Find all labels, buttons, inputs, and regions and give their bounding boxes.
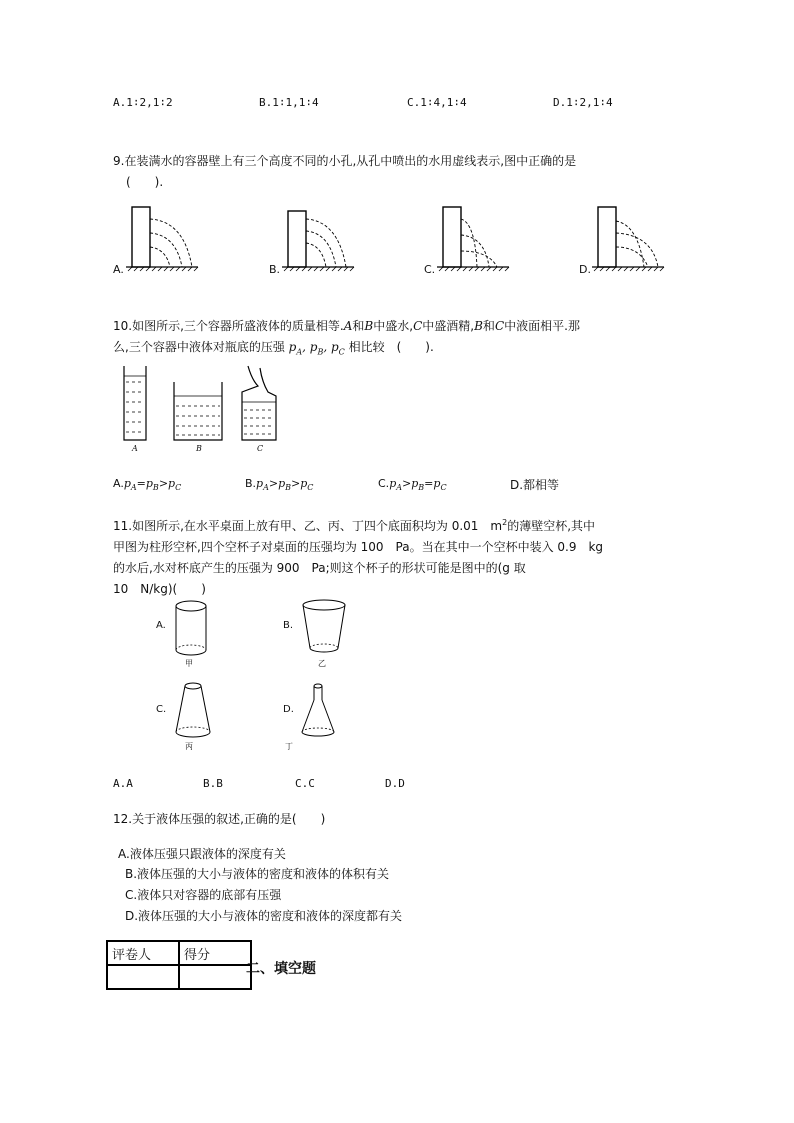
q11-text: 11.如图所示,在水平桌面上放有甲、乙、丙、丁四个底面积均为 0.01 m <box>113 519 503 533</box>
q11-cup-name-jia: 甲 <box>185 659 193 668</box>
var-c: C <box>413 319 423 333</box>
q11-cup-label-a: A. <box>156 620 166 631</box>
q10-text: 和 <box>352 319 365 333</box>
q10-option-a <box>113 477 181 492</box>
q10-text: 如图所示,三个容器所盛液体的质量相等. <box>132 319 344 333</box>
score-header: 得分 <box>179 941 251 965</box>
q11-cup-yi <box>300 598 350 658</box>
q8-option-c: C.1∶4,1∶4 <box>407 96 467 109</box>
q11-stem-line4: 10 N/kg)( ) <box>113 582 206 596</box>
q11-cup-label-b: B. <box>283 620 294 631</box>
var-b: B <box>364 319 374 333</box>
option-letter: C. <box>378 477 390 490</box>
q9-blank: ( ). <box>126 175 164 189</box>
superscript: 2 <box>502 518 508 527</box>
q9-label-c: C. <box>424 263 436 276</box>
score-cell[interactable] <box>179 965 251 989</box>
q9-figure-a <box>126 205 206 275</box>
q10-text: 和 <box>482 319 495 333</box>
pressure-symbols: $p_A$, $p_B$, $p_C$ <box>288 340 345 357</box>
q9-figure-b <box>282 205 362 275</box>
q9-figure-d <box>592 205 672 275</box>
q11-cup-bing <box>172 680 216 742</box>
q11-cup-label-d: D. <box>283 704 294 715</box>
q12-stem: 12.关于液体压强的叙述,正确的是( ) <box>113 812 326 826</box>
q11-stem-line1 <box>113 517 595 534</box>
q10-text: 中盛水, <box>373 319 414 333</box>
q12-option-c: C.液体只对容器的底部有压强 <box>125 888 282 902</box>
q10-text: 相比较 ( ). <box>348 340 434 354</box>
q10-text: 中盛酒精, <box>422 319 475 333</box>
q11-cup-name-bing: 丙 <box>185 742 193 751</box>
q12-option-a: A.液体压强只跟液体的深度有关 <box>118 847 286 861</box>
q11-cup-name-yi: 乙 <box>318 659 326 668</box>
q10-text: 中液面相平.那 <box>504 319 580 333</box>
q8-option-b: B.1∶1,1∶4 <box>259 96 319 109</box>
option-letter: B. <box>245 477 257 490</box>
option-formula: $p_A>p_B>p_C$ <box>256 477 314 493</box>
q11-option-a: A.A <box>113 777 133 790</box>
q11-stem-line2: 甲图为柱形空杯,四个空杯子对桌面的压强均为 100 Pa。当在其中一个空杯中装入 0.9 kg <box>113 540 604 554</box>
q11-option-b: B.B <box>203 777 223 790</box>
q9-label-a: A. <box>113 263 124 276</box>
q11-option-d: D.D <box>385 777 405 790</box>
option-formula: $p_A>p_B=p_C$ <box>389 477 447 493</box>
q8-option-a: A.1∶2,1∶2 <box>113 96 173 109</box>
q12-option-b: B.液体压强的大小与液体的密度和液体的体积有关 <box>125 867 390 881</box>
q8-option-d: D.1∶2,1∶4 <box>553 96 613 109</box>
reviewer-cell[interactable] <box>107 965 179 989</box>
reviewer-header: 评卷人 <box>107 941 179 965</box>
q11-cup-name-ding: 丁 <box>285 742 293 751</box>
q11-text: 的薄壁空杯,其中 <box>507 519 596 533</box>
section-title: 二、填空题 <box>246 961 316 977</box>
q11-cup-jia <box>172 600 212 660</box>
q10-figure <box>118 362 288 457</box>
q10-option-d: D.都相等 <box>510 478 560 492</box>
option-letter: A. <box>113 477 124 490</box>
q10-option-b <box>245 477 313 492</box>
q12-option-d: D.液体压强的大小与液体的密度和液体的深度都有关 <box>125 909 403 923</box>
q11-stem-line3: 的水后,水对杯底产生的压强为 900 Pa;则这个杯子的形状可能是图中的(g 取 <box>113 561 526 575</box>
q9-figure-c <box>437 205 517 275</box>
q11-option-c: C.C <box>295 777 315 790</box>
q10-stem-line2 <box>113 338 434 356</box>
var-c: C <box>494 319 505 333</box>
var-b: B <box>474 319 483 333</box>
q10-fig-label-c: C <box>257 444 264 453</box>
q10-fig-label-b: B <box>196 444 202 453</box>
q10-option-c <box>378 477 447 492</box>
score-table <box>106 940 252 990</box>
q10-fig-label-a: A <box>132 444 138 453</box>
q10-number: 10. <box>113 319 133 333</box>
q10-stem-line1 <box>113 317 580 334</box>
q10-text: 么,三个容器中液体对瓶底的压强 <box>113 340 285 354</box>
q9-label-b: B. <box>269 263 281 276</box>
var-a: A <box>343 319 353 333</box>
q9-stem: 9.在装满水的容器壁上有三个高度不同的小孔,从孔中喷出的水用虚线表示,图中正确的是 <box>113 154 577 168</box>
q9-label-d: D. <box>579 263 591 276</box>
option-formula: $p_A=p_B>p_C$ <box>123 477 182 493</box>
q11-cup-ding <box>298 682 340 742</box>
q11-cup-label-c: C. <box>156 704 167 715</box>
